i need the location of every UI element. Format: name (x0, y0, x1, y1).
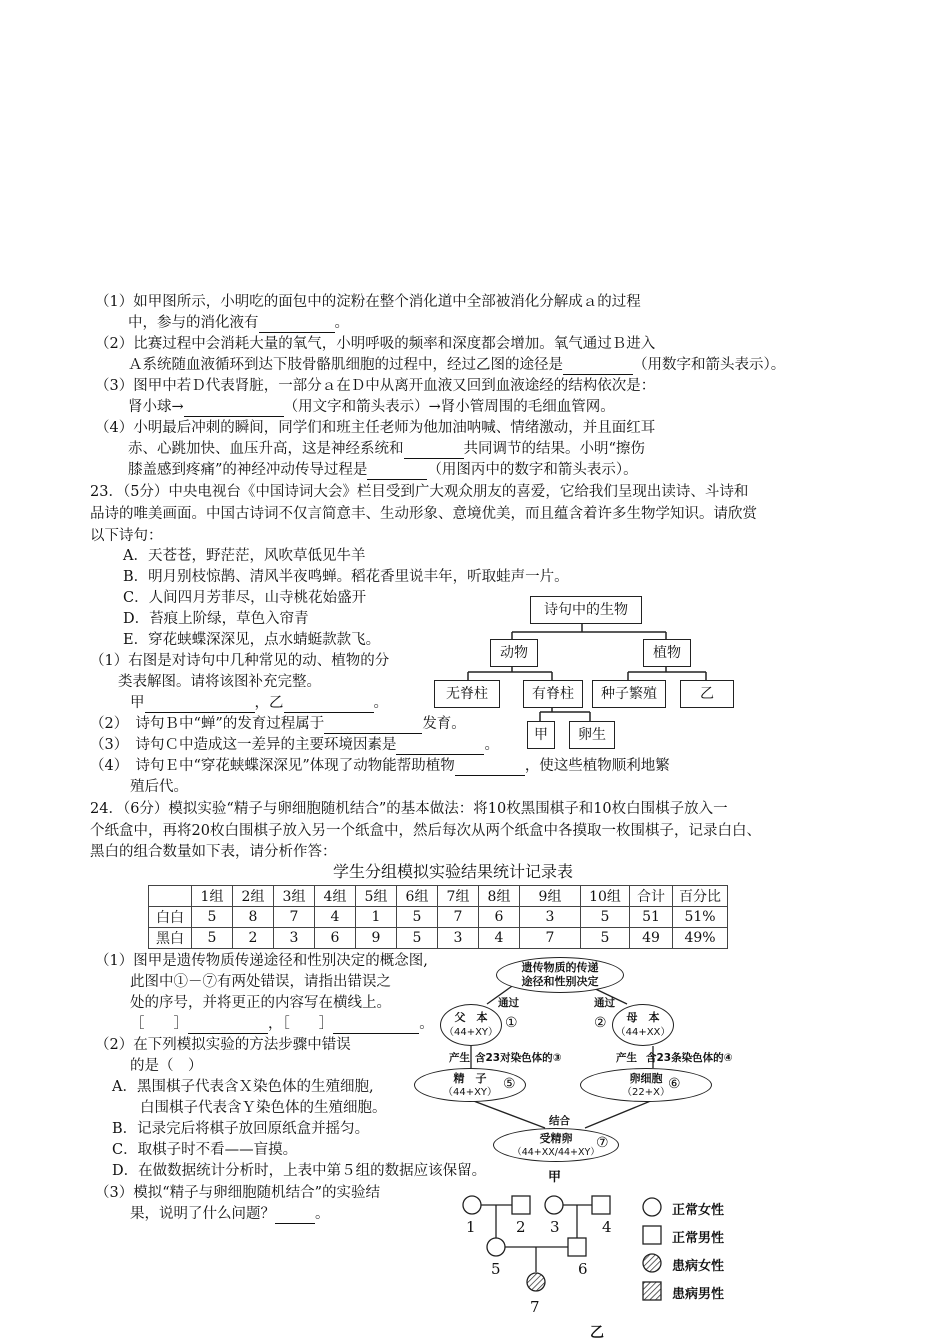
table-cell: 6组 (397, 886, 438, 907)
table-cell: 7组 (438, 886, 479, 907)
marker-7: ⑦ (596, 1135, 609, 1151)
concept-via-right: 通过 (594, 997, 615, 1009)
marker-5: ⑤ (503, 1076, 516, 1092)
table-cell: 4组 (315, 886, 356, 907)
q23-poem-b: B．明月别枝惊鹊、清风半夜鸣蝉。稻花香里说丰年，听取蛙声一片。 (123, 569, 569, 585)
table-cell: 5 (581, 907, 630, 928)
q23-intro-3: 以下诗句： (90, 528, 163, 544)
pedigree-individual-5 (487, 1238, 505, 1256)
q24-option-a2: 白围棋子代表含Ｙ染色体的生殖细胞。 (140, 1100, 387, 1116)
tree-yi: 乙 (680, 680, 734, 708)
table-cell: 2组 (233, 886, 274, 907)
table-cell: 2 (233, 928, 274, 949)
q24-s1c: 处的序号，并将更正的内容写在横线上。 (130, 995, 391, 1011)
tree-root: 诗句中的生物 (530, 596, 642, 624)
table-cell: 黑白 (149, 928, 192, 949)
pedigree-individual-3 (545, 1196, 563, 1214)
tree-seed: 种子繁殖 (592, 680, 666, 708)
q22-p4c: 膝盖感到疼痛”的神经冲动传导过程是 （用图丙中的数字和箭头表示）。 (128, 462, 638, 478)
concept-root-line1: 遗传物质的传递 (521, 961, 599, 974)
q23-s2: （2） 诗句Ｂ中“蝉”的发育过程属于 发育。 (90, 716, 466, 732)
q24-s1a: （1）图甲是遗传物质传递途径和性别决定的概念图, (95, 953, 428, 969)
pedigree-individual-7 (527, 1273, 545, 1291)
q22-p4a: （4）小明最后冲刺的瞬间，同学们和班主任老师为他加油呐喊、情绪激动，并且面红耳 (95, 420, 656, 436)
table-cell: 3 (520, 907, 581, 928)
table-cell: 百分比 (673, 886, 728, 907)
q22-p2b: Ａ系统随血液循环到达下肢骨骼肌细胞的过程中，经过乙图的途径是 （用数字和箭头表示）。 (128, 357, 786, 373)
concept-via-left: 通过 (498, 997, 519, 1009)
legend-affected-male: 患病男性 (672, 1287, 725, 1302)
results-table (148, 885, 728, 949)
q23-s1a: （1）右图是对诗句中几种常见的动、植物的分 (90, 653, 390, 669)
q23-s4: （4） 诗句Ｅ中“穿花蛱蝶深深见”体现了动物能帮助植物 ，使这些植物顺利地繁 (90, 758, 670, 774)
table-header-row (149, 886, 728, 907)
table-cell: 10组 (581, 886, 630, 907)
q24-s1d: ［ ］ ，［ ］ 。 (130, 1016, 434, 1032)
table-cell: 4 (479, 928, 520, 949)
q24-blank-1[interactable] (188, 1019, 268, 1034)
mother-karyotype: （44+XX） (615, 1027, 671, 1038)
tree-invertebrate: 无脊柱 (434, 680, 500, 708)
q22-blank-2[interactable] (563, 360, 633, 375)
q24-s3a: （3）模拟“精子与卵细胞随机结合”的实验结 (95, 1185, 381, 1201)
q22-blank-5[interactable] (367, 465, 427, 480)
table-cell (149, 886, 192, 907)
q23-blank-yi[interactable] (284, 698, 374, 713)
pedigree-individual-6 (568, 1238, 586, 1256)
marker-6: ⑥ (668, 1076, 681, 1092)
q22-p1a: （1）如甲图所示，小明吃的面包中的淀粉在整个消化道中全部被消化分解成ａ的过程 (95, 294, 641, 310)
pedigree-chart (450, 1190, 630, 1310)
q24-s2a: （2）在下列模拟实验的方法步骤中错误 (95, 1037, 351, 1053)
table-cell: 6 (479, 907, 520, 928)
q24-option-c: C．取棋子时不看——盲摸。 (112, 1142, 298, 1158)
table-cell: 1组 (192, 886, 233, 907)
q24-blank-3[interactable] (275, 1209, 315, 1224)
concept-produce-left: 产生 (449, 1052, 470, 1064)
pedigree-individual-4 (592, 1196, 610, 1214)
table-cell: 5 (581, 928, 630, 949)
q23-intro-1: 23．（5分）中央电视台《中国诗词大会》栏目受到广大观众朋友的喜爱，它给我们呈现出读诗、斗诗和 (90, 484, 749, 500)
table-cell: 5 (192, 928, 233, 949)
legend-normal-female: 正常女性 (672, 1203, 725, 1218)
q24-intro-2: 个纸盒中，再将20枚白围棋子放入另一个纸盒中，然后每次从两个纸盒中各摸取一枚围棋子，记录白白、 (90, 823, 761, 839)
q22-p2a: （2）比赛过程中会消耗大量的氧气，小明呼吸的频率和深度都会增加。氧气通过Ｂ进入 (95, 336, 656, 352)
concept-egg (580, 1068, 712, 1102)
q22-p4b: 赤、心跳加快、血压升高，这是神经系统和 共同调节的结果。小明“擦伤 (128, 441, 645, 457)
mother-label: 母 本 (626, 1011, 660, 1024)
q24-option-a1: A．黑围棋子代表含Ｘ染色体的生殖细胞, (112, 1079, 374, 1095)
table-cell: 白白 (149, 907, 192, 928)
concept-produce-right: 产生 (616, 1052, 637, 1064)
table-cell: 49 (630, 928, 673, 949)
pedigree-label-1: 1 (466, 1218, 476, 1236)
legend-affected-male-icon (643, 1282, 661, 1300)
table-cell: 8组 (479, 886, 520, 907)
pedigree-label-3: 3 (550, 1218, 560, 1236)
legend-affected-female-icon (643, 1254, 661, 1272)
concept-mother (612, 1004, 674, 1046)
table-row (149, 928, 728, 949)
q22-p3b: 肾小球→ （用文字和箭头表示）→肾小管周围的毛细血管网。 (128, 399, 615, 415)
q23-s1b: 类表解图。请将该图补充完整。 (118, 674, 321, 690)
table-row (149, 907, 728, 928)
q22-blank-4[interactable] (404, 444, 464, 459)
table-cell: 合计 (630, 886, 673, 907)
table-cell: 7 (274, 907, 315, 928)
egg-karyotype: （22+X） (622, 1087, 670, 1098)
pedigree-legend-symbols (640, 1196, 670, 1308)
legend-affected-female: 患病女性 (672, 1259, 725, 1274)
egg-label: 卵细胞 (629, 1072, 663, 1085)
table-cell: 3 (438, 928, 479, 949)
table-cell: 5 (397, 928, 438, 949)
q24-intro-1: 24．（6分）模拟实验“精子与卵细胞随机结合”的基本做法：将10枚黑围棋子和10枚白围棋子放入一 (90, 801, 728, 817)
concept-combine: 结合 (549, 1115, 570, 1127)
tree-oviparous: 卵生 (569, 721, 615, 749)
q24-intro-3: 黑白的组合数量如下表，请分析作答： (90, 844, 337, 860)
zygote-label: 受精卵 (539, 1132, 573, 1145)
table-cell: 8 (233, 907, 274, 928)
table-cell: 5组 (356, 886, 397, 907)
q23-s1c: 甲 ，乙 。 (130, 695, 388, 711)
q24-option-b: B．记录完后将棋子放回原纸盒并摇匀。 (112, 1121, 370, 1137)
pedigree-label-2: 2 (516, 1218, 526, 1236)
pedigree-label-4: 4 (602, 1218, 612, 1236)
table-cell: 5 (192, 907, 233, 928)
concept-produce-left-text: 含23对染色体的③ (475, 1052, 562, 1064)
concept-father (440, 1004, 502, 1046)
pedigree-label-6: 6 (578, 1260, 588, 1278)
sperm-label: 精 子 (453, 1072, 487, 1085)
q23-s4b: 殖后代。 (130, 779, 188, 795)
q22-blank-3[interactable] (184, 402, 284, 417)
table-cell: 7 (520, 928, 581, 949)
concept-root (496, 957, 624, 993)
q23-intro-2: 品诗的唯美画面。中国古诗词不仅言简意丰、生动形象、意境优美，而且蕴含着许多生物学知识。请欣赏 (90, 506, 757, 522)
q23-poem-a: A．天苍苍，野茫茫，风吹草低见牛羊 (123, 548, 366, 564)
legend-normal-female-icon (643, 1198, 661, 1216)
q24-option-d: D．在做数据统计分析时，上表中第５组的数据应该保留。 (112, 1163, 487, 1179)
pedigree-label-7: 7 (530, 1298, 540, 1316)
concept-produce-right-text: 含23条染色体的④ (646, 1052, 733, 1064)
q24-s2b: 的是（ ） (130, 1058, 203, 1074)
table-cell: 49% (673, 928, 728, 949)
table-cell: 9 (356, 928, 397, 949)
results-table-title: 学生分组模拟实验结果统计记录表 (333, 862, 574, 881)
table-cell: 3组 (274, 886, 315, 907)
q22-blank-1[interactable] (259, 318, 335, 333)
q22-p3a: （3）图甲中若Ｄ代表肾脏，一部分ａ在Ｄ中从离开血液又回到血液途经的结构依次是： (95, 378, 656, 394)
concept-root-line2: 途径和性别决定 (521, 975, 599, 988)
q22-p1b: 中，参与的消化液有 。 (128, 315, 349, 331)
concept-map-caption: 甲 (548, 1170, 562, 1185)
table-cell: 6 (315, 928, 356, 949)
marker-1: ① (505, 1015, 518, 1031)
pedigree-caption: 乙 (590, 1325, 604, 1341)
q23-poem-e: E．穿花蛱蝶深深见，点水蜻蜓款款飞。 (123, 632, 381, 648)
table-cell: 5 (397, 907, 438, 928)
q23-blank-jia[interactable] (145, 698, 255, 713)
table-cell: 3 (274, 928, 315, 949)
table-cell: 9组 (520, 886, 581, 907)
q23-blank-2[interactable] (324, 719, 422, 734)
tree-jia: 甲 (527, 721, 555, 749)
sperm-karyotype: （44+XY） (442, 1087, 498, 1098)
legend-normal-male: 正常男性 (672, 1231, 725, 1246)
tree-plant: 植物 (643, 639, 691, 667)
table-cell: 51% (673, 907, 728, 928)
q23-poem-c: C．人间四月芳菲尽，山寺桃花始盛开 (123, 590, 367, 606)
q23-poem-d: D．苔痕上阶绿，草色入帘青 (123, 611, 309, 627)
father-label: 父 本 (454, 1011, 488, 1024)
q23-s3: （3） 诗句Ｃ中造成这一差异的主要环境因素是 。 (90, 737, 499, 753)
table-cell: 1 (356, 907, 397, 928)
q24-s3b: 果，说明了什么问题？ 。 (130, 1206, 330, 1222)
tree-animal: 动物 (490, 639, 538, 667)
pedigree-label-5: 5 (491, 1260, 501, 1278)
table-cell: 51 (630, 907, 673, 928)
legend-normal-male-icon (643, 1226, 661, 1244)
zygote-karyotype: （44+XX/44+XY） (512, 1147, 600, 1158)
q23-blank-4[interactable] (455, 761, 525, 776)
father-karyotype: （44+XY） (443, 1027, 499, 1038)
table-cell: 7 (438, 907, 479, 928)
table-cell: 4 (315, 907, 356, 928)
marker-2: ② (594, 1015, 607, 1031)
tree-vertebrate: 有脊柱 (523, 680, 583, 708)
q24-s1b: 此图中①－⑦有两处错误，请指出错误之 (130, 974, 391, 990)
pedigree-individual-2 (512, 1196, 530, 1214)
pedigree-individual-1 (463, 1196, 481, 1214)
